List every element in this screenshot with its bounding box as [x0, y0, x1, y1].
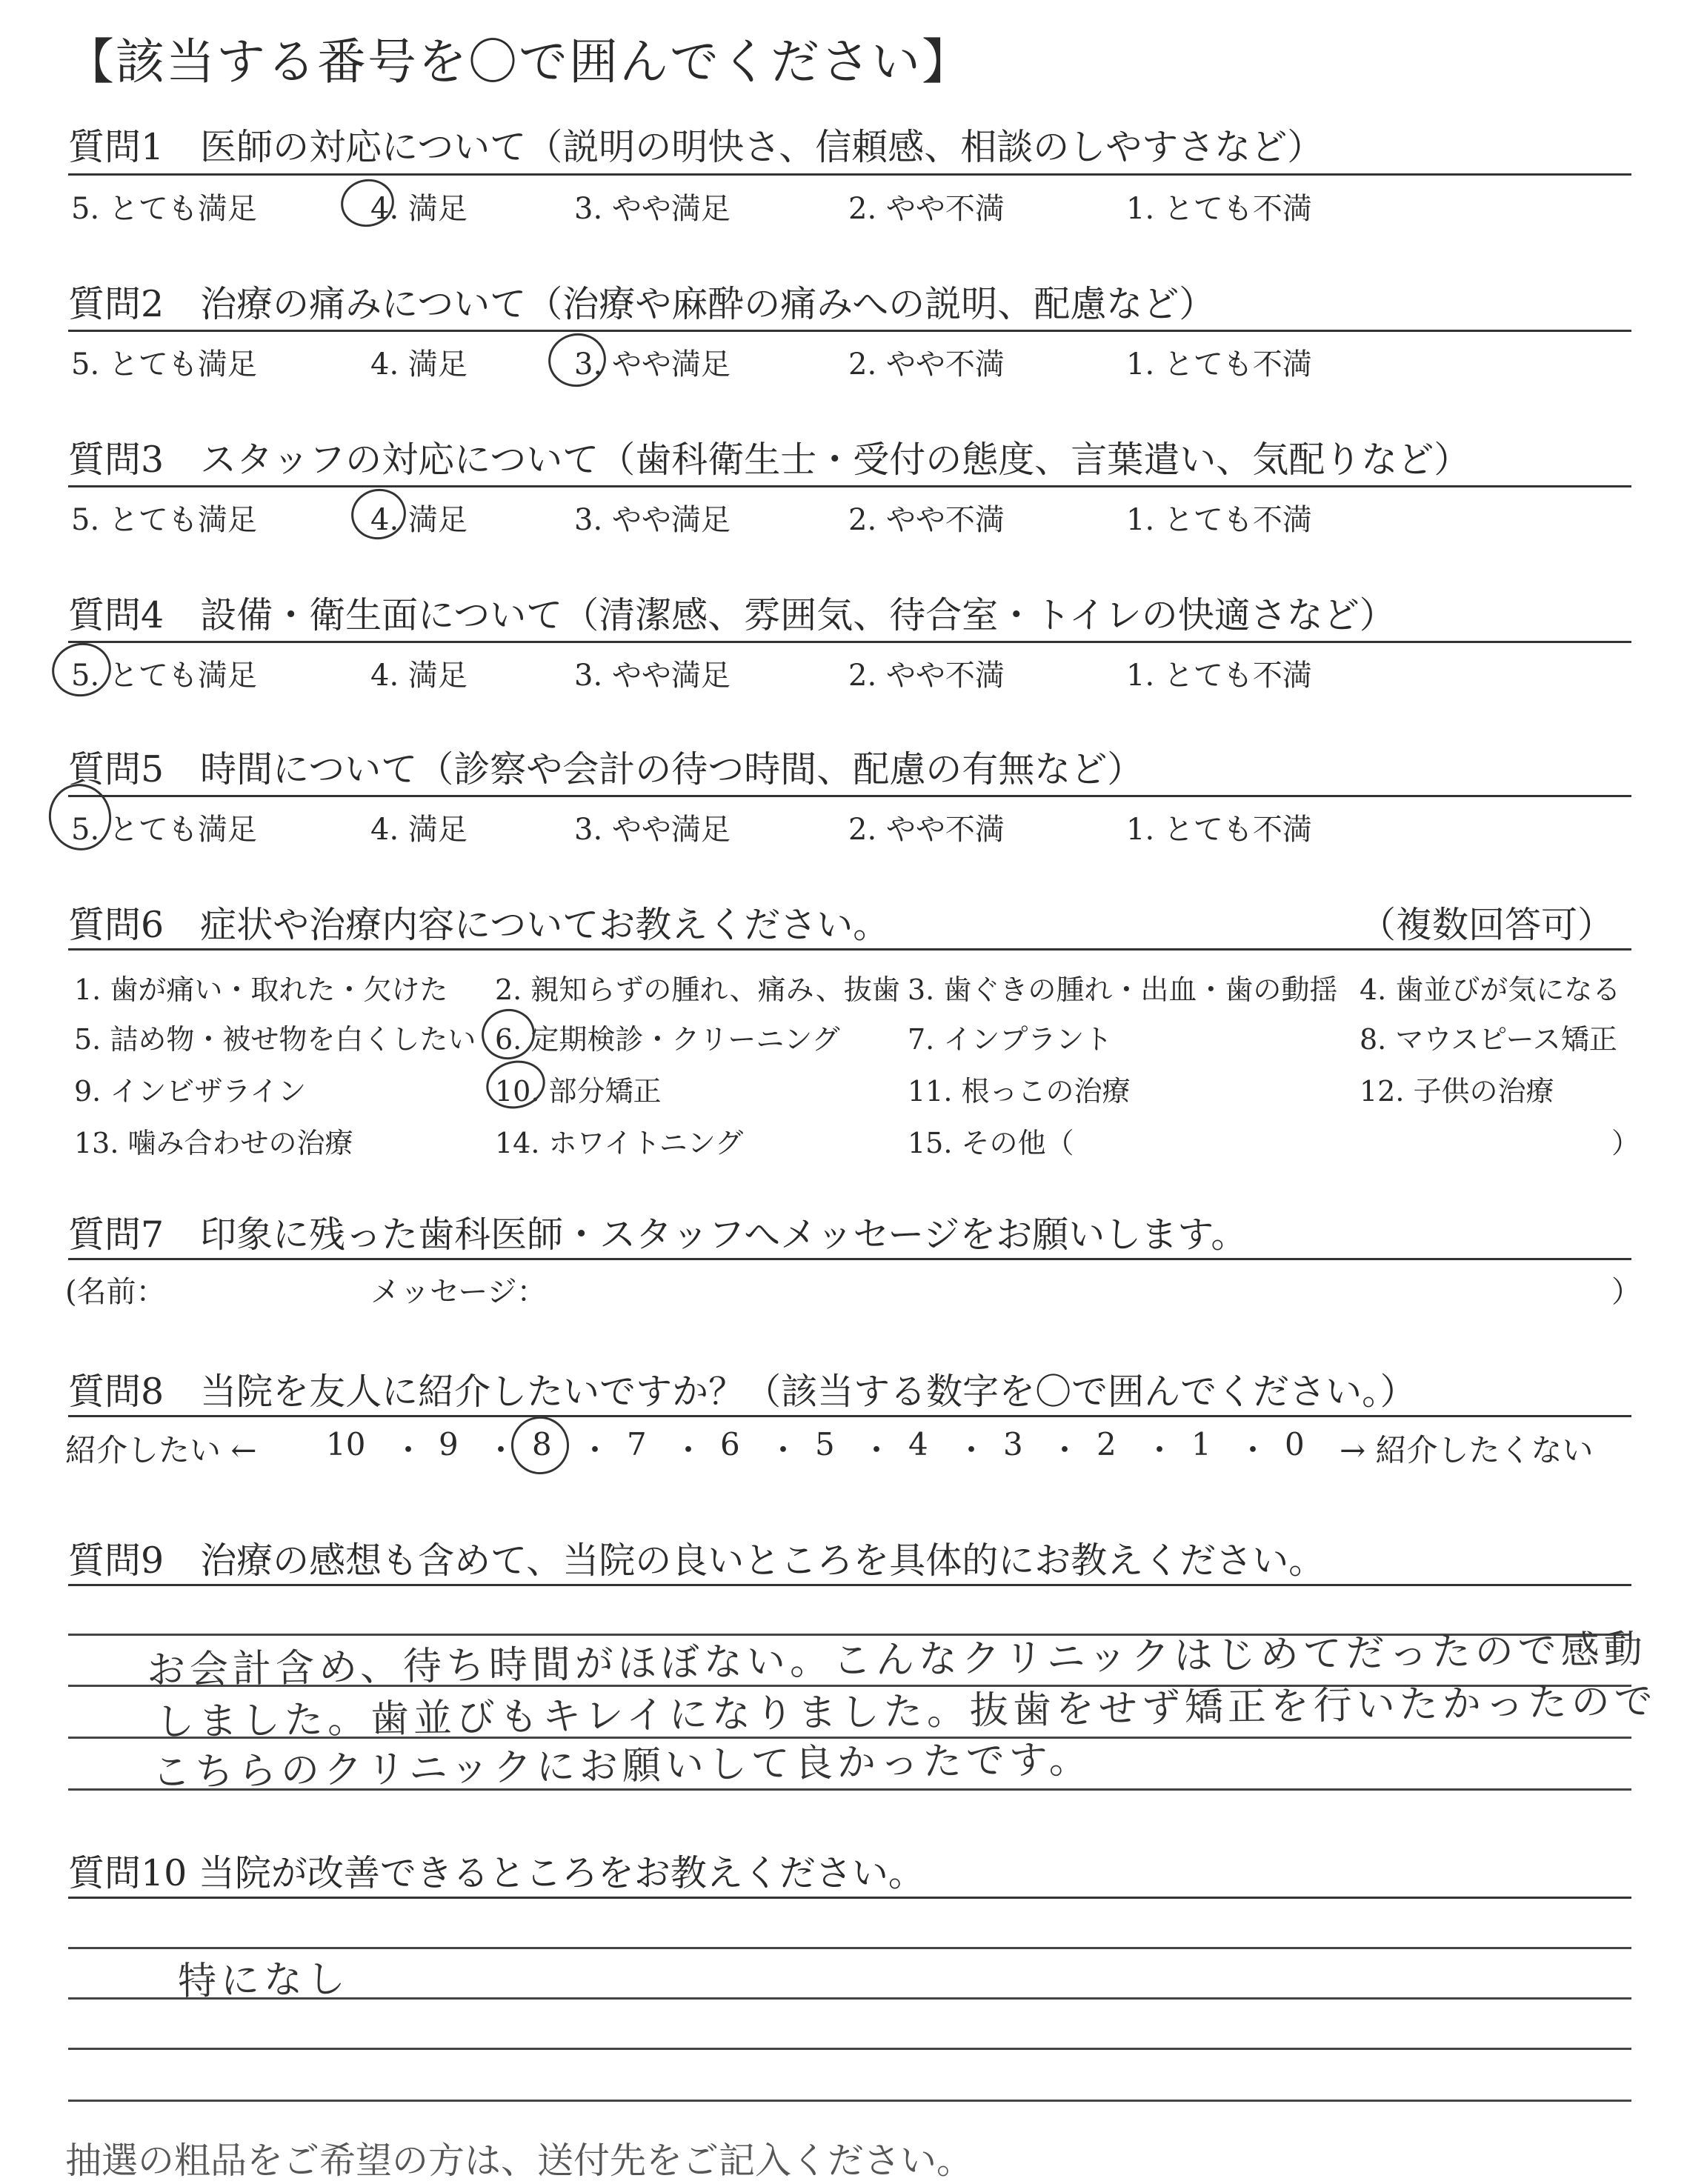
- q6-option-7[interactable]: 7. インプラント: [908, 1023, 1113, 1056]
- question-5-label: 質問5 時間について（診察や会計の待つ時間、配慮の有無など）: [68, 748, 1144, 790]
- question-6-label: 質問6 症状や治療内容についてお教えください。: [68, 904, 890, 946]
- q2-option-1[interactable]: 1. とても不満: [1126, 347, 1312, 382]
- q6-option-14[interactable]: 14. ホワイトニング: [495, 1127, 744, 1159]
- question-6-divider: [68, 948, 1631, 950]
- q4-option-1[interactable]: 1. とても不満: [1126, 659, 1312, 693]
- q8-scale-5[interactable]: 5: [815, 1426, 835, 1462]
- q9-answer-line-2: しました。歯並びもキレイになりました。抜歯をせず矯正を行いたかったので: [155, 1679, 1658, 1745]
- question-8-divider: [68, 1415, 1631, 1417]
- form-title: 【該当する番号を〇で囲んでください】: [65, 33, 972, 90]
- q8-sep: ・: [579, 1432, 611, 1468]
- q6-option-15[interactable]: 15. その他（: [908, 1127, 1074, 1159]
- q8-sep: ・: [861, 1432, 893, 1468]
- question-4-label: 質問4 設備・衛生面について（清潔感、雰囲気、待合室・トイレの快適さなど）: [68, 594, 1396, 636]
- q8-sep: ・: [1049, 1432, 1081, 1468]
- q9-answer-line-1: お会計含め、待ち時間がほぼない。こんなクリニックはじめてだったので感動: [146, 1627, 1648, 1693]
- q8-sep: ・: [1144, 1432, 1176, 1468]
- question-1-divider: [68, 173, 1631, 176]
- q6-option-2[interactable]: 2. 親知らずの腫れ、痛み、抜歯: [495, 973, 900, 1006]
- q8-scale-7[interactable]: 7: [627, 1426, 647, 1462]
- q10-answer-line-1: 特になし: [177, 1957, 350, 2004]
- q8-sep: ・: [393, 1432, 425, 1468]
- q8-scale-4[interactable]: 4: [908, 1426, 928, 1462]
- q7-name-label: (名前：: [65, 1275, 166, 1309]
- q3-option-2[interactable]: 2. やや不満: [848, 503, 1005, 537]
- question-8-label: 質問8 当院を友人に紹介したいですか？（該当する数字を〇で囲んでください。）: [68, 1371, 1417, 1413]
- q6-option-12[interactable]: 12. 子供の治療: [1360, 1075, 1554, 1108]
- q8-sep: ・: [956, 1432, 988, 1468]
- q5-option-3[interactable]: 3. やや満足: [574, 813, 731, 847]
- q7-message-label: メッセージ：: [370, 1275, 547, 1309]
- q8-sep: ・: [1237, 1432, 1269, 1468]
- question-10-divider: [68, 1897, 1631, 1899]
- q8-sep: ・: [673, 1432, 705, 1468]
- q5-option-2[interactable]: 2. やや不満: [848, 813, 1005, 847]
- question-2-divider: [68, 330, 1631, 332]
- q4-option-2[interactable]: 2. やや不満: [848, 659, 1005, 693]
- footer-instruction: 抽選の粗品をご希望の方は、送付先をご記入ください。: [65, 2140, 974, 2182]
- q1-option-3[interactable]: 3. やや満足: [574, 192, 731, 226]
- q6-option-13[interactable]: 13. 噛み合わせの治療: [74, 1127, 353, 1159]
- q8-scale-9[interactable]: 9: [439, 1426, 459, 1462]
- q6-option-1[interactable]: 1. 歯が痛い・取れた・欠けた: [74, 973, 448, 1006]
- q6-option-6[interactable]: 6. 定期検診・クリーニング: [495, 1023, 840, 1056]
- q1-option-4[interactable]: 4. 満足: [370, 192, 467, 226]
- q3-option-1[interactable]: 1. とても不満: [1126, 503, 1312, 537]
- question-3-divider: [68, 485, 1631, 487]
- q8-scale-6[interactable]: 6: [720, 1426, 740, 1462]
- question-4-divider: [68, 641, 1631, 643]
- q2-option-2[interactable]: 2. やや不満: [848, 347, 1005, 382]
- q10-writing-line: [68, 2100, 1631, 2102]
- q8-sep: ・: [485, 1432, 517, 1468]
- question-3-label: 質問3 スタッフの対応について（歯科衛生士・受付の態度、言葉遣い、気配りなど）: [68, 439, 1471, 481]
- q10-writing-line: [68, 2048, 1631, 2050]
- q4-option-5[interactable]: 5. とても満足: [71, 659, 257, 693]
- q5-option-4[interactable]: 4. 満足: [370, 813, 467, 847]
- q5-option-5[interactable]: 5. とても満足: [71, 813, 257, 847]
- q9-answer-line-3: こちらのクリニックにお願いして良かったです。: [151, 1737, 1093, 1795]
- q8-scale-1[interactable]: 1: [1191, 1426, 1211, 1462]
- q2-option-3[interactable]: 3. やや満足: [574, 347, 731, 382]
- q2-option-5[interactable]: 5. とても満足: [71, 347, 257, 382]
- question-10-label: 質問10 当院が改善できるところをお教えください。: [68, 1852, 925, 1894]
- q6-option-3[interactable]: 3. 歯ぐきの腫れ・出血・歯の動揺: [908, 973, 1338, 1006]
- q4-option-3[interactable]: 3. やや満足: [574, 659, 731, 693]
- q5-option-1[interactable]: 1. とても不満: [1126, 813, 1312, 847]
- q8-scale-10[interactable]: 10: [326, 1426, 366, 1462]
- question-9-divider: [68, 1584, 1631, 1586]
- question-6-note: （複数回答可）: [1360, 904, 1614, 946]
- q1-option-5[interactable]: 5. とても満足: [71, 192, 257, 226]
- q8-left-label: 紹介したい ←: [65, 1432, 257, 1468]
- q6-option-8[interactable]: 8. マウスピース矯正: [1360, 1023, 1617, 1056]
- q1-option-2[interactable]: 2. やや不満: [848, 192, 1005, 226]
- q6-option-10[interactable]: 10. 部分矯正: [495, 1075, 662, 1108]
- q6-option-15-close: ）: [1611, 1127, 1640, 1159]
- q8-scale-3[interactable]: 3: [1003, 1426, 1023, 1462]
- q8-right-label: → 紹介したくない: [1340, 1432, 1594, 1468]
- q6-option-11[interactable]: 11. 根っこの治療: [908, 1075, 1131, 1108]
- q8-scale-0[interactable]: 0: [1285, 1426, 1305, 1462]
- question-7-divider: [68, 1258, 1631, 1260]
- q4-option-4[interactable]: 4. 満足: [370, 659, 467, 693]
- q8-scale-8[interactable]: 8: [532, 1426, 552, 1462]
- q3-option-3[interactable]: 3. やや満足: [574, 503, 731, 537]
- question-2-label: 質問2 治療の痛みについて（治療や麻酔の痛みへの説明、配慮など）: [68, 283, 1216, 325]
- question-5-divider: [68, 795, 1631, 797]
- q1-option-1[interactable]: 1. とても不満: [1126, 192, 1312, 226]
- q7-close-paren: ）: [1611, 1275, 1641, 1309]
- q6-option-5[interactable]: 5. 詰め物・被せ物を白くしたい: [74, 1023, 476, 1056]
- q6-option-4[interactable]: 4. 歯並びが気になる: [1360, 973, 1621, 1006]
- q6-option-9[interactable]: 9. インビザライン: [74, 1075, 307, 1108]
- q2-option-4[interactable]: 4. 満足: [370, 347, 467, 382]
- q3-option-4[interactable]: 4. 満足: [370, 503, 467, 537]
- question-9-label: 質問9 治療の感想も含めて、当院の良いところを具体的にお教えください。: [68, 1539, 1325, 1582]
- q3-option-5[interactable]: 5. とても満足: [71, 503, 257, 537]
- question-7-label: 質問7 印象に残った歯科医師・スタッフへメッセージをお願いします。: [68, 1213, 1248, 1256]
- question-1-label: 質問1 医師の対応について（説明の明快さ、信頼感、相談のしやすさなど）: [68, 126, 1324, 168]
- q8-scale-2[interactable]: 2: [1097, 1426, 1117, 1462]
- q8-sep: ・: [768, 1432, 799, 1468]
